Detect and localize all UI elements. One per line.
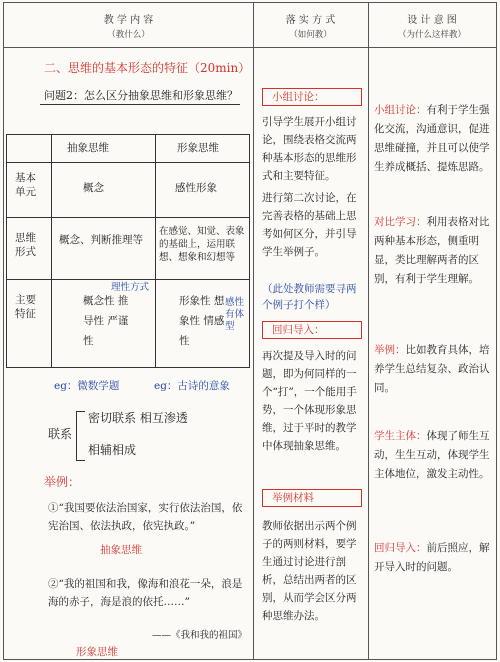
header-divider <box>4 47 496 48</box>
header-col2-sub: （如何教） <box>289 30 332 40</box>
relation-brace <box>76 411 85 461</box>
comparison-table <box>6 134 250 368</box>
intent-4-head: 学生主体： <box>374 430 427 442</box>
feature-abstract: 概念性 推导性 严谨性 <box>83 295 129 347</box>
column-header-method <box>253 14 368 42</box>
note-image: 感性 有体型 <box>225 297 245 332</box>
intent-2 <box>374 213 492 289</box>
relation-2: 相辅相成 <box>88 443 137 457</box>
unit-image: 感性形象 <box>175 182 217 194</box>
form-abstract: 概念、判断推理等 <box>59 234 143 246</box>
example-label: 举例： <box>44 475 81 489</box>
column-divider-2 <box>368 3 369 659</box>
header-col1-sub: （教什么） <box>107 30 150 40</box>
feature-image: 形象性 想象性 情感性 <box>179 295 225 347</box>
method-heading-3: 举例材料 <box>272 492 314 504</box>
example-eg2: eg：古诗的意象 <box>154 380 230 392</box>
intent-2-text: 利用表格对比两种基本形态，侧重明显，类比理解两者的区别，有利于学生理解。 <box>374 216 490 285</box>
section-title: 二、思维的基本形态的特征（20min） <box>44 61 251 75</box>
method-para-1: 引导学生展开小组讨论，围绕表格交流两种基本形态的思维形式和主要特征。 <box>262 116 357 182</box>
example-2-source: ——《我和我的祖国》 <box>152 630 248 641</box>
relation-label: 联系 <box>48 427 73 441</box>
example-1-tag: 抽象思维 <box>100 544 142 556</box>
form-image: 在感觉、知觉、表象的基础上，运用联想、想象和幻想等 <box>159 226 245 263</box>
method-heading-2: 回归导入： <box>272 324 325 336</box>
example-2-tag: 形象思维 <box>76 646 118 658</box>
intent-3 <box>374 341 492 398</box>
intent-5 <box>374 539 492 577</box>
intent-4-text: 体现了师生互动，生生互动，体现学生主体地位，激发主动性。 <box>374 430 490 480</box>
header-col1-title: 教 学 内 容 <box>103 15 154 26</box>
column-header-intent <box>368 14 496 42</box>
header-col2-title: 落 实 方 式 <box>285 15 336 26</box>
intent-1 <box>374 101 492 177</box>
question-underline <box>40 104 240 105</box>
relation-1: 密切联系 相互渗透 <box>88 411 188 425</box>
question-2: 问题2：怎么区分抽象思维和形象思维？ <box>44 89 238 102</box>
intent-1-text: 有利于学生强化交流，沟通意识，促进思维碰撞，并且可以使学生养成概括、提炼思路。 <box>374 104 490 173</box>
example-2: ②“我的祖国和我，像海和浪花一朵，浪是海的赤子，海是浪的依托……” <box>48 578 243 608</box>
unit-abstract: 概念 <box>83 182 104 194</box>
method-heading-1: 小组讨论： <box>272 91 325 103</box>
lesson-plan-sheet <box>3 2 497 660</box>
intent-5-text: 前后照应，解开导入时的问题。 <box>374 542 490 573</box>
column-header-content <box>4 14 253 42</box>
row-label-feature: 主要特征 <box>15 294 36 320</box>
method-para-4: 教师依据出示两个例子的两则材料，要学生通过讨论进行剖析，总结出两者的区别，从而学会区分两种思维办法。 <box>262 520 357 622</box>
intent-5-head: 回归导入： <box>374 542 427 554</box>
intent-2-head: 对比学习： <box>374 216 427 228</box>
example-1: ①“我国要依法治国家，实行依法治国，依宪治国、依法执政，依宪执政。” <box>48 502 243 532</box>
header-col3-sub: （为什么这样教） <box>397 30 466 40</box>
method-note: （此处教师需要寻两个例子打个样） <box>262 283 357 311</box>
method-para-3: 再次提及导入时的问题，即为何同样的一个“打”，一个能用手势，一个体现形象思维，过于平时的教学中体现抽象思维。 <box>262 350 357 452</box>
row-label-form: 思维形式 <box>15 232 36 258</box>
column-divider-1 <box>253 3 254 659</box>
example-eg1: eg：微数学题 <box>54 380 120 392</box>
table-header-image: 形象思维 <box>177 142 219 154</box>
note-abstract: 理性方式 <box>111 282 150 293</box>
intent-3-head: 举例： <box>374 344 406 356</box>
table-header-abstract: 抽象思维 <box>67 142 109 154</box>
row-label-unit: 基本单元 <box>15 172 36 198</box>
intent-1-head: 小组讨论： <box>374 104 427 116</box>
intent-3-text: 比如教育具体，培养学生总结复杂、政治认同。 <box>374 344 490 394</box>
header-col3-title: 设 计 意 图 <box>407 15 457 26</box>
intent-4 <box>374 427 492 484</box>
method-para-2: 进行第二次讨论，在完善表格的基础上思考如何区分，并引导学生举例子。 <box>262 192 357 258</box>
